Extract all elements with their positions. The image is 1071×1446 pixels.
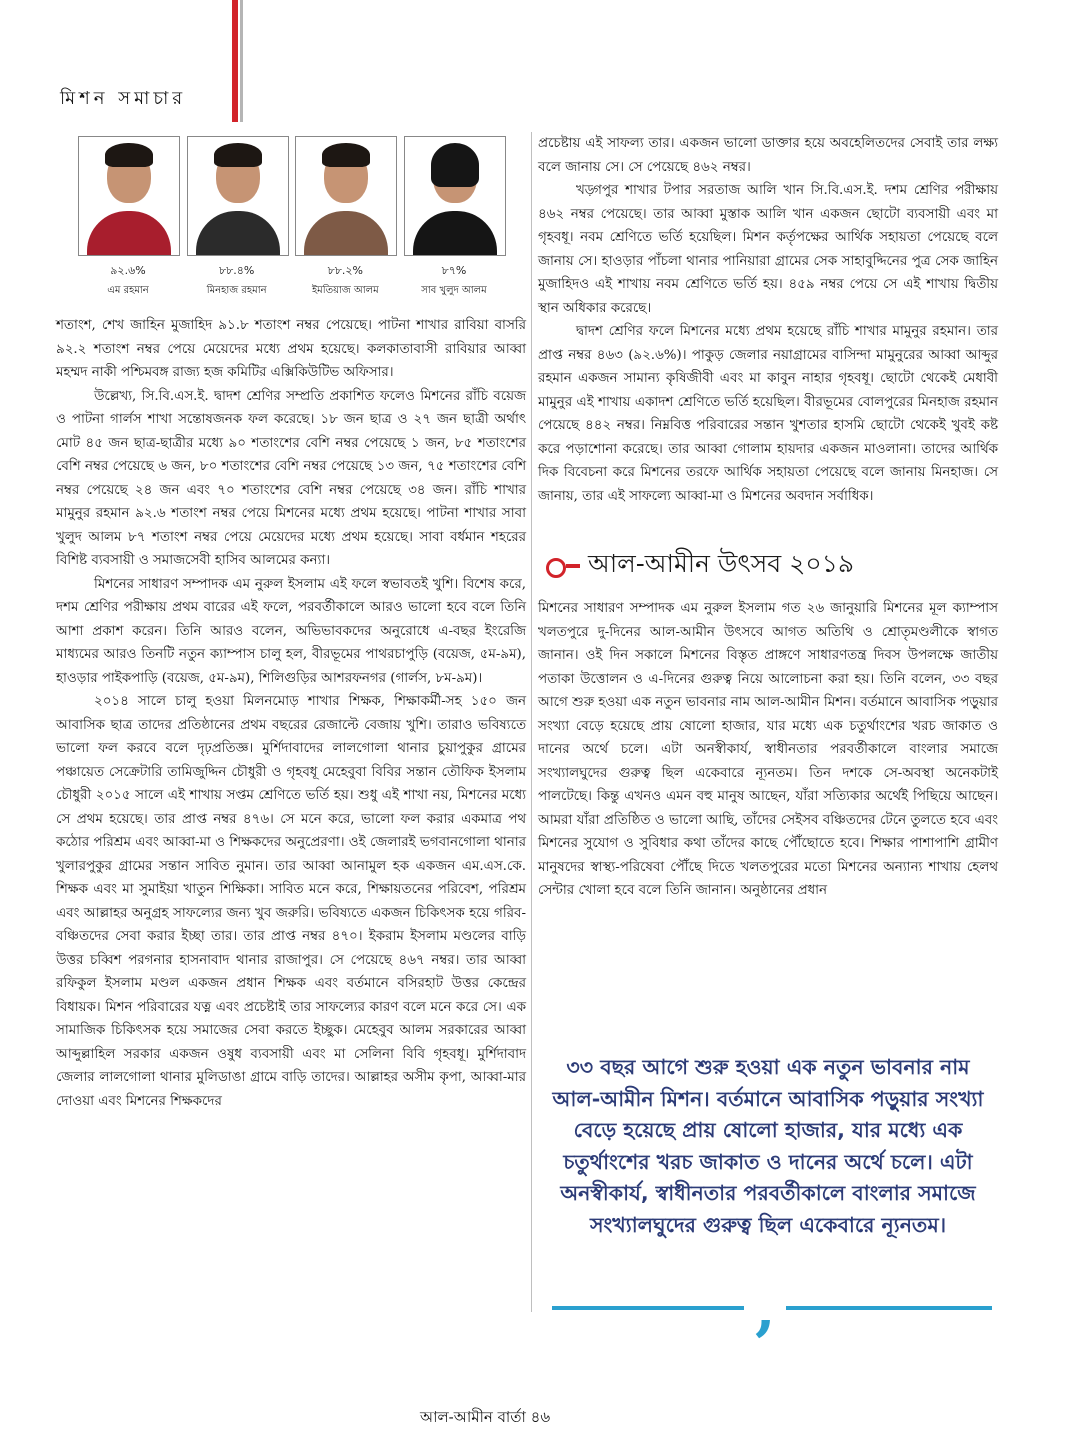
student-card bbox=[295, 136, 395, 300]
student-photo bbox=[295, 136, 397, 256]
student-percent: ৮৮.২% bbox=[327, 264, 363, 277]
red-ornament-icon bbox=[546, 556, 580, 576]
student-card bbox=[78, 136, 178, 300]
right-paragraph: দ্বাদশ শ্রেণির ফলে মিশনের মধ্যে প্রথম হয়েছে রাঁচি শাখার মামুনুর রহমান। তার প্রাপ্ত নম্বর ৪৬৩ (৯২.৬%)। পাকুড় জেলার নয়াগ্রামের বাসিন্দা মামুনুরের আব্বা আব্দুর রহমান একজন সামান্য কৃষিজীবী এবং মা কাবুন নাহার গৃহবধূ। ছোটো থেকেই মেধাবী মামুনুর এই শাখায় একাদশ শ্রেণিতে ভর্তি হয়েছিল। বীরভূমের বোলপুরের মিনহাজ রহমান পেয়েছে ৪৪২ নম্বর। নিম্নবিত্ত পরিবারের সন্তান খুশতার হাসমি ছোটো থেকেই খুবই কষ্ট করে পড়াশোনা করেছে। তার আব্বা গোলাম হায়দার একজন মাওলানা। তাদের আর্থিক দিক বিবেচনা করে মিশনের তরফে আর্থিক সহায়তা পেয়েছে বলে জানায় মিনহাজ। সে জানায়, তার এই সাফল্যে আব্বা-মা ও মিশনের অবদান সর্বাধিক। bbox=[538, 324, 998, 504]
student-photo bbox=[187, 136, 289, 256]
photo-body bbox=[304, 211, 388, 256]
right-column bbox=[538, 132, 998, 903]
student-card bbox=[187, 136, 287, 300]
header-grey-bar bbox=[240, 0, 243, 122]
left-column bbox=[56, 136, 526, 1113]
festival-heading-text: আল-আমীন উৎসব ২০১৯ bbox=[588, 549, 855, 578]
photo-body bbox=[413, 211, 497, 256]
column-divider bbox=[531, 132, 532, 1312]
student-card bbox=[404, 136, 504, 300]
photo-hair bbox=[322, 143, 370, 167]
photo-body bbox=[196, 211, 280, 256]
photo-hair bbox=[214, 143, 262, 167]
left-paragraph: শতাংশ, শেখ জাহিন মুজাহিদ ৯১.৮ শতাংশ নম্বর পেয়েছে। পাটনা শাখার রাবিয়া বাসরি ৯২.২ শতাংশ নম্বর পেয়ে মেয়েদের মধ্যে প্রথম হয়েছে। কলকাতাবাসী রাবিয়ার আব্বা মহম্মদ নাকী পশ্চিমবঙ্গ রাজ্য হজ কমিটির এক্সিকিউটিভ অফিসার। bbox=[56, 318, 526, 380]
festival-paragraph: মিশনের সাধারণ সম্পাদক এম নুরুল ইসলাম গত ২৬ জানুয়ারি মিশনের মূল ক্যাম্পাস খলতপুরে দু-দিনের আল-আমীন উৎসবে আগত অতিথি ও শ্রোতৃমণ্ডলীকে স্বাগত জানান। ওই দিন সকালে মিশনের বিস্তৃত প্রাঙ্গণে সাধারণতন্ত্র দিবস উপলক্ষে জাতীয় পতাকা উত্তোলন ও এ-দিনের গুরুত্ব নিয়ে আলোচনা করা হয়। তিনি বলেন, ৩৩ বছর আগে শুরু হওয়া এক নতুন ভাবনার নাম আল-আমীন মিশন। বর্তমানে আবাসিক পড়ুয়ার সংখ্যা বেড়ে হয়েছে প্রায় ষোলো হাজার, যার মধ্যে এক চতুর্থাংশের খরচ জাকাত ও দানের অর্থে চলে। এটা অনস্বীকার্য, স্বাধীনতার পরবর্তীকালে বাংলার সমাজে সংখ্যালঘুদের গুরুত্ব ছিল একেবারে ন্যূনতম। তিন দশকে সে-অবস্থা অনেকটাই পালটেছে। কিন্তু এখনও এমন বহু মানুষ আছেন, যাঁরা সত্যিকার অর্থেই পিছিয়ে আছেন। আমরা যাঁরা প্রতিষ্ঠিত ও ভালো আছি, তাঁদের সেইসব বঞ্চিতদের টেনে তুলতে হবে এবং মিশনের সুযোগ ও সুবিধার কথা তাঁদের কাছে পৌঁছোতে হবে। শিক্ষার পাশাপাশি গ্রামীণ মানুষদের স্বাস্থ্য-পরিষেবা পৌঁছে দিতে খলতপুরের মতো মিশনের অন্যান্য শাখায় হেলথ সেন্টার খোলা হবে বলে তিনি জানান। অনুষ্ঠানের প্রধান bbox=[538, 601, 998, 898]
photo-body bbox=[87, 211, 171, 256]
student-name: সাব খুলুদ আলম bbox=[421, 285, 487, 296]
photo-hair bbox=[431, 143, 479, 187]
student-name: মিনহাজ রহমান bbox=[206, 285, 267, 296]
photo-hair bbox=[105, 143, 153, 167]
festival-heading bbox=[546, 544, 998, 587]
pull-quote: ৩৩ বছর আগে শুরু হওয়া এক নতুন ভাবনার নাম আল-আমীন মিশন। বর্তমানে আবাসিক পড়ুয়ার সংখ্যা বেড়ে হয়েছে প্রায় ষোলো হাজার, যার মধ্যে এক চতুর্থাংশের খরচ জাকাত ও দানের অর্থে চলে। এটা অনস্বীকার্য, স্বাধীনতার পরবর্তীকালে বাংলার সমাজে সংখ্যালঘুদের গুরুত্ব ছিল একেবারে ন্যূনতম। bbox=[552, 1055, 984, 1237]
section-title: মিশন সমাচার bbox=[60, 88, 187, 109]
student-name: এম রহমান bbox=[107, 285, 149, 296]
student-percent: ৮৭% bbox=[441, 264, 467, 277]
right-paragraph: প্রচেষ্টায় এই সাফল্য তার। একজন ভালো ডাক্তার হয়ে অবহেলিতদের সেবাই তার লক্ষ্য বলে জানায় সে। সে পেয়েছে ৪৬২ নম্বর। bbox=[538, 136, 998, 175]
right-paragraph: খড়্গপুর শাখার টপার সরতাজ আলি খান সি.বি.এস.ই. দশম শ্রেণির পরীক্ষায় ৪৬২ নম্বর পেয়েছে। তার আব্বা মুস্তাক আলি খান একজন ছোটো ব্যবসায়ী এবং মা গৃহবধূ। নবম শ্রেণিতে ভর্তি হয়েছিল। মিশন কর্তৃপক্ষের আর্থিক সহায়তা পেয়েছে বলে জানায় সে। হাওড়ার পাঁচলা থানার পানিয়ারা গ্রামের সেক সাহাবুদ্দিনের পুত্র সেক জাহিন মুজাহিদও এই শাখায় নবম শ্রেণিতে ভর্তি হয়। ৪৫৯ নম্বর পেয়ে সে এই শাখায় দ্বিতীয় স্থান অধিকার করেছে। bbox=[538, 183, 998, 316]
student-photo bbox=[404, 136, 506, 256]
header-red-bar bbox=[232, 0, 238, 122]
student-photo bbox=[78, 136, 180, 256]
student-photos bbox=[56, 136, 526, 300]
left-paragraph: মিশনের সাধারণ সম্পাদক এম নুরুল ইসলাম এই ফলে স্বভাবতই খুশি। বিশেষ করে, দশম শ্রেণির পরীক্ষায় প্রথম বারের এই ফলে, পরবর্তীকালে আরও ভালো হবে বলে তিনি আশা প্রকাশ করেন। তিনি আরও বলেন, অভিভাবকদের অনুরোধে এ-বছর ইংরেজি মাধ্যমের আরও তিনটি নতুন ক্যাম্পাস চালু হল, বীরভূমের পাথরচাপুড়ি (বয়েজ, ৫ম-৯ম), হাওড়ার পাইকপাড়ি (বয়েজ, ৫ম-৯ম), শিলিগুড়ির আশরফনগর (গার্লস, ৮ম-৯ম)। bbox=[56, 576, 526, 686]
left-paragraph: ২০১৪ সালে চালু হওয়া মিলনমোড় শাখার শিক্ষক, শিক্ষাকর্মী-সহ ১৫০ জন আবাসিক ছাত্র তাদের প্রতিষ্ঠানের প্রথম বছরের রেজাল্টে বেজায় খুশি। তারাও ভবিষ্যতে ভালো ফল করবে বলে দৃঢ়প্রতিজ্ঞ। মুর্শিদাবাদের লালগোলা থানার চুয়াপুকুর গ্রামের পঞ্চায়েত সেক্রেটারি তামিজুদ্দিন চৌধুরী ও গৃহবধূ মেহেবুবা বিবির সন্তান তৌফিক ইসলাম চৌধুরী ২০১৫ সালে এই শাখায় সপ্তম শ্রেণিতে ভর্তি হয়। শুধু এই শাখা নয়, মিশনের মধ্যে সে প্রথম হয়েছে। তার প্রাপ্ত নম্বর ৪৭৬। সে মনে করে, ভালো ফল করার একমাত্র পথ কঠোর পরিশ্রম এবং আব্বা-মা ও শিক্ষকদের অনুপ্রেরণা। ওই জেলারই ভগবানগোলা থানার খুলারপুকুর গ্রামের সন্তান সাবিত নুমান। তার আব্বা আনামুল হক একজন এম.এস.কে. শিক্ষক এবং মা সুমাইয়া খাতুন শিক্ষিকা। সাবিত মনে করে, শিক্ষায়তনের পরিবেশ, পরিশ্রম এবং আল্লাহর অনুগ্রহ সাফল্যের জন্য খুব জরুরি। ভবিষ্যতে একজন চিকিৎসক হয়ে গরিব-বঞ্চিতদের সেবা করার ইচ্ছা তার। তার প্রাপ্ত নম্বর ৪৭০। ইকরাম ইসলাম মণ্ডলের বাড়ি উত্তর চব্বিশ পরগনার হাসনাবাদ থানার রাজাপুর। সে পেয়েছে ৪৬৭ নম্বর। তার আব্বা রফিকুল ইসলাম মণ্ডল একজন প্রধান শিক্ষক এবং বর্তমানে বসিরহাট উত্তর কেন্দ্রের বিধায়ক। মিশন পরিবারের যত্ন এবং প্রচেষ্টাই তার সাফল্যের কারণ বলে মনে করে সে। এক সামাজিক চিকিৎসক হয়ে সমাজের সেবা করতে ইচ্ছুক। মেহেবুব আলম সরকারের আব্বা আব্দুল্লাহিল সরকার একজন ওষুধ ব্যবসায়ী এবং মা সেলিনা বিবি গৃহবধূ। মুর্শিদাবাদ জেলার লালগোলা থানার মুলিডাঙা গ্রামে বাড়ি তাদের। আল্লাহর অসীম কৃপা, আব্বা-মার দোওয়া এবং মিশনের শিক্ষকদের bbox=[56, 694, 526, 1109]
student-percent: ৯২.৬% bbox=[110, 264, 146, 277]
student-name: ইমতিয়াজ আলম bbox=[311, 285, 379, 296]
quote-mark-icon: ‚ bbox=[744, 1280, 786, 1324]
left-paragraph: উল্লেখ্য, সি.বি.এস.ই. দ্বাদশ শ্রেণির সম্প্রতি প্রকাশিত ফলেও মিশনের রাঁচি বয়েজ ও পাটনা গার্লস শাখা সন্তোষজনক ফল করেছে। ১৮ জন ছাত্র ও ২৭ জন ছাত্রী অর্থাৎ মোট ৪৫ জন ছাত্র-ছাত্রীর মধ্যে ৯০ শতাংশের বেশি নম্বর পেয়েছে ১ জন, ৮৫ শতাংশের বেশি নম্বর পেয়েছে ৬ জন, ৮০ শতাংশের বেশি নম্বর পেয়েছে ১৩ জন, ৭৫ শতাংশের বেশি নম্বর পেয়েছে ২৪ জন এবং ৭০ শতাংশের বেশি নম্বর পেয়েছে ৩৪ জন। রাঁচি শাখার মামুনুর রহমান ৯২.৬ শতাংশ নম্বর পেয়ে মিশনের মধ্যে প্রথম হয়েছে। পাটনা শাখার সাবা খুলুদ আলম ৮৭ শতাংশ নম্বর পেয়ে মেয়েদের মধ্যে প্রথম হয়েছে। সাবা বর্ধমান শহরের বিশিষ্ট ব্যবসায়ী ও সমাজসেবী হাসিব আলমের কন্যা। bbox=[56, 388, 526, 568]
page-footer: আল-আমীন বার্তা ৪৬ bbox=[420, 1408, 551, 1426]
student-percent: ৮৮.৪% bbox=[218, 264, 255, 277]
